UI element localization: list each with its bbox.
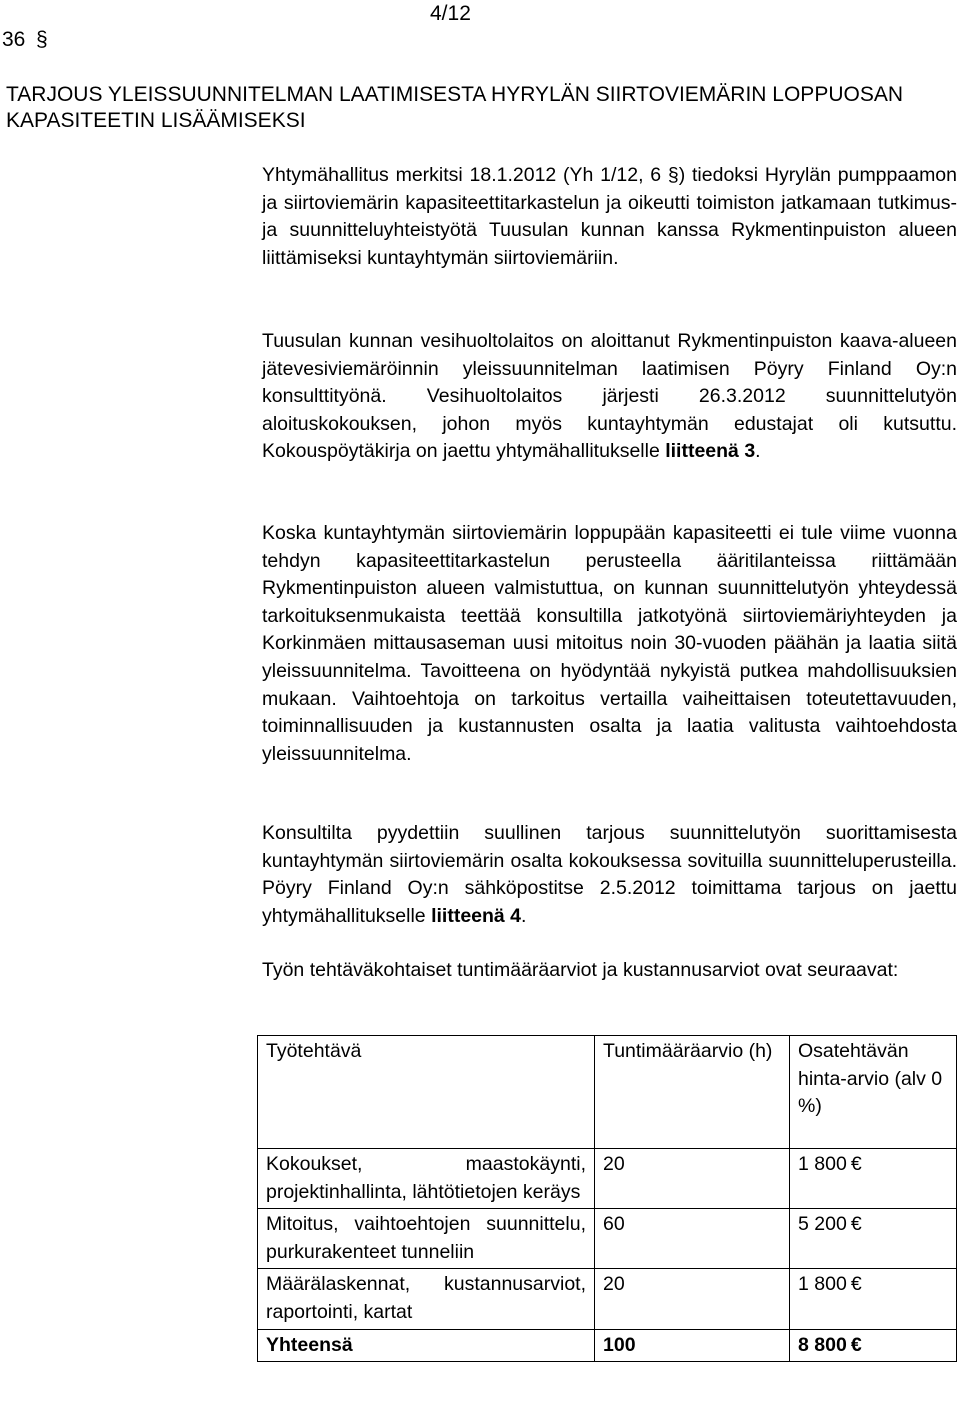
paragraph-1: Yhtymähallitus merkitsi 18.1.2012 (Yh 1/12, 6 §) tiedoksi Hyrylän pumppaamon ja siirtoviemärin kapasiteettitarkastelun ja oikeutti toimiston jatkamaan tutkimus- ja suunnitteluyhteistyötä Tuusulan kunnan kanssa Rykmentinpuiston alueen liittämiseksi kuntayhtymän siirtoviemäriin. bbox=[262, 164, 957, 269]
table-row bbox=[258, 1209, 957, 1269]
document-title: TARJOUS YLEISSUUNNITELMAN LAATIMISESTA HYRYLÄN SIIRTOVIEMÄRIN LOPPUOSAN KAPASITEETIN LISÄÄMISEKSI bbox=[6, 83, 904, 132]
row-hours: 20 bbox=[595, 1149, 790, 1209]
section-number: 36 bbox=[2, 28, 26, 51]
row-price-value: 1 800 bbox=[798, 1153, 847, 1175]
header-task: Työtehtävä bbox=[258, 1036, 595, 1149]
row-price bbox=[790, 1269, 957, 1329]
euro-icon: € bbox=[850, 1213, 862, 1236]
paragraph-2-end: . bbox=[755, 440, 761, 463]
row-task: Määrälaskennat, kustannusarviot, raportointi, kartat bbox=[258, 1269, 595, 1329]
table-row bbox=[258, 1269, 957, 1329]
euro-icon: € bbox=[850, 1333, 862, 1356]
section-sign: § bbox=[36, 28, 48, 51]
table-total-row bbox=[258, 1329, 957, 1362]
total-label: Yhteensä bbox=[258, 1329, 595, 1362]
euro-icon: € bbox=[850, 1153, 862, 1175]
table-header-row bbox=[258, 1036, 957, 1149]
paragraph-3: Koska kuntayhtymän siirtoviemärin loppupään kapasiteetti ei tule viime vuonna tehdyn kapasiteettitarkastelun perusteella ääritilanteissa riittämään Rykmentinpuiston alueen valmistuttua, on kunnan suunnittelutyön yhteydessä tarkoituksenmukaista teettää konsultilla jatkotyönä siirtoviemäriyhteyden ja Korkinmäen mittausaseman uusi mitoitus noin 30-vuoden päähän ja laatia siitä yleissuunnitelma. Tavoitteena on hyödyntää nykyistä putkea mahdollisuuksien mukaan. Vaihtoehtoja on tarkoitus vertailla vaiheittaisen toteutettavuuden, toiminnallisuuden ja kustannusten osalta ja laatia valitusta vaihtoehdosta yleissuunnitelma. bbox=[262, 522, 957, 765]
euro-icon: € bbox=[850, 1273, 862, 1296]
attachment-3-ref: liitteenä 3 bbox=[665, 440, 756, 463]
header-hours: Tuntimääräarvio (h) bbox=[595, 1036, 790, 1149]
paragraph-4 bbox=[262, 820, 957, 930]
attachment-4-ref: liitteenä 4 bbox=[431, 904, 522, 927]
paragraph-5: Työn tehtäväkohtaiset tuntimääräarviot ja kustannusarviot ovat seuraavat: bbox=[262, 959, 899, 981]
cost-estimate-table bbox=[257, 1035, 957, 1362]
paragraph-4-text: Konsultilta pyydettiin suullinen tarjous suunnittelutyön suorittamisesta kuntayhtymän siirtoviemärin osalta kokouksessa sovituilla suunnitteluperusteilla. Pöyry Finland Oy:n sähköpostitse 2.5.2012 toimittama tarjous on jaettu yhtymähallitukselle bbox=[262, 822, 957, 927]
row-price-value: 5 200 bbox=[798, 1213, 847, 1236]
row-hours: 20 bbox=[595, 1269, 790, 1329]
paragraph-4-end: . bbox=[521, 904, 527, 927]
row-task: Kokoukset, maastokäynti, projektinhallinta, lähtötietojen keräys bbox=[258, 1149, 595, 1209]
paragraph-2 bbox=[262, 328, 957, 466]
row-task: Mitoitus, vaihtoehtojen suunnittelu, purkurakenteet tunneliin bbox=[258, 1209, 595, 1269]
total-price-value: 8 800 bbox=[798, 1333, 847, 1356]
total-price bbox=[790, 1329, 957, 1362]
row-price-value: 1 800 bbox=[798, 1273, 847, 1296]
paragraph-2-text: Tuusulan kunnan vesihuoltolaitos on aloittanut Rykmentinpuiston kaava-alueen jätevesiviemäröinnin yleissuunnitelman laatimisen Pöyry Finland Oy:n konsulttityönä. Vesihuoltolaitos järjesti 26.3.2012 suunnittelutyön aloituskokouksen, johon myös kuntayhtymän edustajat oli kutsuttu. Kokouspöytäkirja on jaettu yhtymähallitukselle bbox=[262, 330, 957, 463]
row-price bbox=[790, 1149, 957, 1209]
table-row bbox=[258, 1149, 957, 1209]
page-number: 4/12 bbox=[430, 2, 471, 25]
row-price bbox=[790, 1209, 957, 1269]
header-price: Osatehtävän hinta-arvio (alv 0 %) bbox=[790, 1036, 957, 1149]
total-hours: 100 bbox=[595, 1329, 790, 1362]
row-hours: 60 bbox=[595, 1209, 790, 1269]
